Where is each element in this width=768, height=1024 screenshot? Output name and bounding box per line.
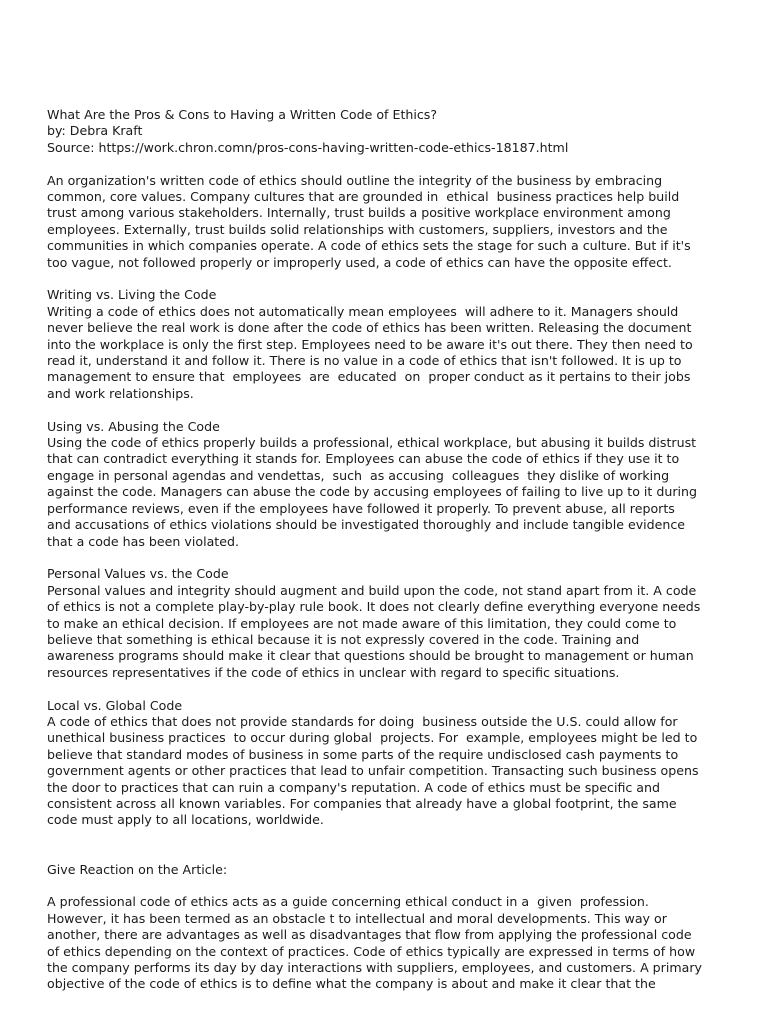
paragraph-line: consistent across all known variables. For companies that already have a global footprint, the same xyxy=(47,795,677,811)
spacer xyxy=(47,156,737,172)
paragraph-line: into the workplace is only the first step. Employees need to be aware it's out there. They then need to xyxy=(47,336,693,352)
paragraph-line: engage in personal agendas and vendettas, such as accusing colleagues they dislike of working xyxy=(47,467,670,483)
spacer xyxy=(47,681,737,697)
section-heading: Writing vs. Living the Code xyxy=(47,287,217,303)
paragraph-line: trust among various stakeholders. Internally, trust builds a positive workplace environment among xyxy=(47,205,671,221)
paragraph-line: Personal values and integrity should augment and build upon the code, not stand apart from it. A code xyxy=(47,582,697,598)
article-author: by: Debra Kraft xyxy=(47,123,143,139)
paragraph-line: never believe the real work is done after the code of ethics has been written. Releasing the document xyxy=(47,320,692,336)
paragraph-line: code must apply to all locations, worldwide. xyxy=(47,812,324,828)
section-local-vs-global xyxy=(47,698,737,829)
paragraph-line: government agents or other practices that lead to unfair competition. Transacting such business opens xyxy=(47,763,699,779)
article-title: What Are the Pros & Cons to Having a Written Code of Ethics? xyxy=(47,107,438,122)
paragraph-line: read it, understand it and follow it. There is no value in a code of ethics that isn't followed. It is up to xyxy=(47,353,682,369)
paragraph-line: and work relationships. xyxy=(47,385,194,401)
section-heading: Personal Values vs. the Code xyxy=(47,566,229,582)
paragraph-line: common, core values. Company cultures that are grounded in ethical business practices help build xyxy=(47,189,680,205)
intro-paragraph xyxy=(47,173,737,271)
paragraph-line: that can contradict everything it stands for. Employees can abuse the code of ethics if they use it to xyxy=(47,451,680,467)
paragraph-line: A code of ethics that does not provide standards for doing business outside the U.S. could allow for xyxy=(47,713,678,729)
article-source: Source: https://work.chron.comn/pros-cons-having-written-code-ethics-18187.html xyxy=(47,139,569,155)
paragraph-line: of ethics depending on the context of practices. Code of ethics typically are expressed in terms of how xyxy=(47,943,696,959)
spacer xyxy=(47,271,737,287)
document-page xyxy=(47,107,737,993)
section-reaction xyxy=(47,862,737,993)
paragraph-line: the company performs its day by day interactions with suppliers, employees, and customers. A primary xyxy=(47,960,702,976)
paragraph-line: awareness programs should make it clear that questions should be brought to management or human xyxy=(47,648,694,664)
paragraph-line: believe that standard modes of business in some parts of the require undisclosed cash payments to xyxy=(47,746,679,762)
spacer xyxy=(47,829,737,862)
paragraph-line: against the code. Managers can abuse the code by accusing employees of failing to live up to it during xyxy=(47,484,697,500)
section-heading: Give Reaction on the Article: xyxy=(47,861,228,877)
paragraph-line: performance reviews, even if the employees have followed it properly. To prevent abuse, all reports xyxy=(47,500,675,516)
paragraph-line: that a code has been violated. xyxy=(47,533,239,549)
paragraph-line: objective of the code of ethics is to define what the company is about and make it clear that the xyxy=(47,976,656,992)
paragraph-line: too vague, not followed properly or improperly used, a code of ethics can have the opposite effect. xyxy=(47,254,672,270)
paragraph-line: employees. Externally, trust builds solid relationships with customers, suppliers, investors and the xyxy=(47,221,668,237)
paragraph-line: and accusations of ethics violations should be investigated thoroughly and include tangible evidence xyxy=(47,517,686,533)
section-personal-values xyxy=(47,566,737,681)
paragraph-line: Writing a code of ethics does not automatically mean employees will adhere to it. Managers should xyxy=(47,303,679,319)
paragraph-line: Using the code of ethics properly builds a professional, ethical workplace, but abusing it builds distrust xyxy=(47,435,697,451)
spacer xyxy=(47,550,737,566)
paragraph-line: However, it has been termed as an obstacle t to intellectual and moral developments. This way or xyxy=(47,910,667,926)
paragraph-line: resources representatives if the code of ethics in unclear with regard to specific situations. xyxy=(47,664,620,680)
paragraph-line: of ethics is not a complete play-by-play rule book. It does not clearly define everything everyone needs xyxy=(47,599,701,615)
paragraph-line: to make an ethical decision. If employees are not made aware of this limitation, they could come to xyxy=(47,615,677,631)
section-heading: Using vs. Abusing the Code xyxy=(47,418,220,434)
spacer xyxy=(47,878,737,894)
paragraph-line: unethical business practices to occur during global projects. For example, employees might be led to xyxy=(47,730,698,746)
article-header xyxy=(47,107,737,156)
section-heading: Local vs. Global Code xyxy=(47,697,183,713)
paragraph-line: A professional code of ethics acts as a guide concerning ethical conduct in a given profession. xyxy=(47,894,649,910)
paragraph-line: believe that something is ethical because it is not expressly covered in the code. Training and xyxy=(47,631,640,647)
spacer xyxy=(47,402,737,418)
paragraph-line: management to ensure that employees are educated on proper conduct as it pertains to their jobs xyxy=(47,369,691,385)
paragraph-line: communities in which companies operate. A code of ethics sets the stage for such a culture. But if it's xyxy=(47,238,691,254)
paragraph-line: another, there are advantages as well as disadvantages that flow from applying the professional code xyxy=(47,927,692,943)
paragraph-line: the door to practices that can ruin a company's reputation. A code of ethics must be specific and xyxy=(47,779,661,795)
section-using-vs-abusing xyxy=(47,419,737,550)
section-writing-vs-living xyxy=(47,287,737,402)
paragraph-line: An organization's written code of ethics should outline the integrity of the business by embracing xyxy=(47,172,663,188)
